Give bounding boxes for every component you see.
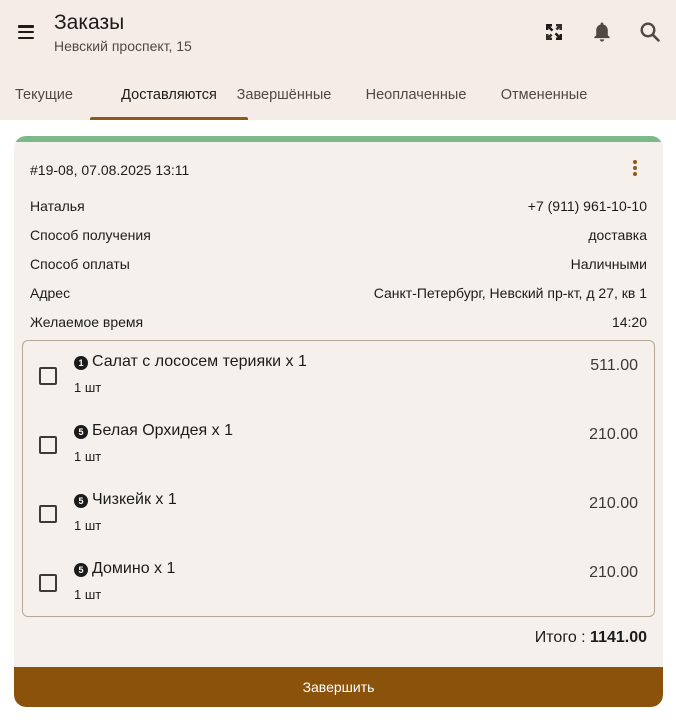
search-icon <box>639 21 661 43</box>
list-item <box>23 479 654 548</box>
page-title: Заказы <box>54 11 125 34</box>
item-checkbox[interactable] <box>39 436 57 454</box>
item-name: Домино x 1 <box>92 560 176 577</box>
customer-name: Наталья <box>30 198 85 214</box>
order-items-list <box>22 340 655 617</box>
item-name: Салат с лососем терияки x 1 <box>92 353 307 370</box>
more-options-button[interactable] <box>627 158 643 178</box>
item-price: 210.00 <box>589 495 638 512</box>
item-checkbox[interactable] <box>39 367 57 385</box>
tab-unpaid[interactable]: Неоплаченные <box>365 87 467 103</box>
item-checkbox[interactable] <box>39 505 57 523</box>
desired-time-value: 14:20 <box>611 314 647 330</box>
item-badge: 5 <box>74 494 88 508</box>
item-quantity: 1 шт <box>74 380 102 395</box>
order-total <box>535 629 647 647</box>
order-status-strip <box>14 136 663 142</box>
address-label: Адрес <box>30 285 71 301</box>
desired-time-label: Желаемое время <box>30 314 144 330</box>
app-bar <box>0 0 676 120</box>
active-tab-indicator <box>90 117 248 120</box>
list-item <box>23 410 654 479</box>
customer-phone: +7 (911) 961-10-10 <box>527 198 647 214</box>
tab-current[interactable]: Текущие <box>15 87 73 103</box>
total-label: Итого : <box>534 629 591 646</box>
list-item <box>23 548 654 617</box>
item-name: Белая Орхидея x 1 <box>92 422 233 439</box>
notifications-button[interactable] <box>590 20 614 44</box>
item-checkbox[interactable] <box>39 574 57 592</box>
item-quantity: 1 шт <box>74 587 102 602</box>
order-tabs <box>0 70 676 120</box>
item-badge: 5 <box>74 563 88 577</box>
tab-delivering[interactable]: Доставляются <box>121 87 217 103</box>
item-price: 210.00 <box>589 426 638 443</box>
list-item <box>23 341 654 410</box>
tab-completed[interactable]: Завершённые <box>236 87 332 103</box>
item-quantity: 1 шт <box>74 449 102 464</box>
total-value: 1141.00 <box>590 629 647 646</box>
delivery-method-value: доставка <box>588 227 647 243</box>
order-number: #19-08, 07.08.2025 13:11 <box>30 162 190 178</box>
bell-icon <box>592 21 612 43</box>
expand-button[interactable] <box>542 20 566 44</box>
item-quantity: 1 шт <box>74 518 102 533</box>
menu-icon <box>18 25 34 39</box>
item-badge: 5 <box>74 425 88 439</box>
item-price: 511.00 <box>590 357 638 374</box>
payment-method-label: Способ оплаты <box>30 256 130 272</box>
item-badge: 1 <box>74 356 88 370</box>
finish-order-button[interactable]: Завершить <box>14 667 663 707</box>
more-vert-icon <box>633 160 637 176</box>
item-price: 210.00 <box>589 564 638 581</box>
delivery-method-label: Способ получения <box>30 227 151 243</box>
menu-button[interactable] <box>14 22 38 42</box>
expand-icon <box>544 22 564 42</box>
payment-method-value: Наличными <box>570 256 647 272</box>
order-card <box>14 136 663 707</box>
page-subtitle: Невский проспект, 15 <box>54 38 192 54</box>
address-value: Санкт-Петербург, Невский пр-кт, д 27, кв 1 <box>373 285 647 301</box>
tab-cancelled[interactable]: Отмененные <box>500 87 588 103</box>
search-button[interactable] <box>638 20 662 44</box>
item-name: Чизкейк x 1 <box>92 491 177 508</box>
